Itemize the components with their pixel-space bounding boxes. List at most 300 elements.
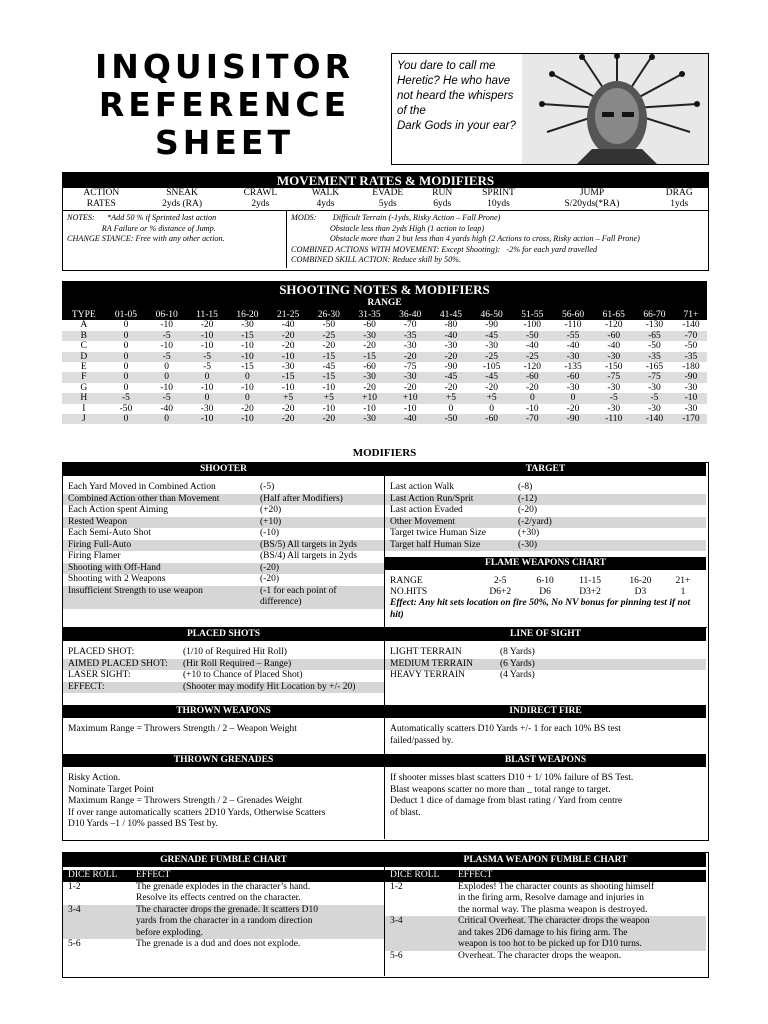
note-line: MODS: Difficult Terrain (-1yds, Risky Action – Fall Prone) bbox=[291, 213, 501, 222]
shooting-cell: -10 bbox=[526, 403, 539, 414]
shooting-cell: -90 bbox=[553, 414, 594, 424]
shooting-cell: -5 bbox=[146, 393, 187, 403]
shooter-value: (BS/4) All targets in 2yds bbox=[260, 551, 357, 561]
shooter-row bbox=[63, 551, 384, 563]
shooting-cell: -45 bbox=[431, 372, 472, 382]
shooter-value: (+10) bbox=[260, 516, 282, 527]
blast-line: If shooter misses blast scatters D10 + 1/ 10% failure of BS Test. bbox=[390, 773, 634, 783]
los-label: LIGHT TERRAIN bbox=[390, 647, 462, 657]
movement-header-cell: CRAWL bbox=[243, 188, 278, 198]
grenade-fumble-table bbox=[63, 870, 384, 951]
shooting-cell: -50 bbox=[684, 341, 698, 352]
shooting-cell: -30 bbox=[593, 352, 634, 362]
shooting-cell: 0 bbox=[106, 414, 147, 424]
plasma-fumble-title: PLASMA WEAPON FUMBLE CHART bbox=[385, 853, 706, 867]
shooting-cell: -40 bbox=[160, 403, 173, 414]
shooting-cell: -15 bbox=[349, 352, 390, 362]
grenades-line: D10 Yards –1 / 10% passed BS Test by. bbox=[68, 819, 219, 829]
flame-range-cell: 2-5 bbox=[493, 576, 507, 586]
shooting-cell: -20 bbox=[485, 382, 498, 393]
flame-chart bbox=[385, 576, 706, 621]
shooter-value: (-20) bbox=[260, 562, 279, 573]
blast-title: BLAST WEAPONS bbox=[385, 754, 706, 767]
shooting-header-cell: 26-30 bbox=[317, 310, 340, 320]
shooting-cell: -105 bbox=[482, 362, 501, 373]
shooting-cell: 0 bbox=[146, 372, 187, 382]
shooting-cell: 0 bbox=[123, 382, 129, 393]
range-label: RANGE bbox=[62, 297, 707, 310]
shooting-cell: -10 bbox=[322, 382, 336, 393]
shooting-header-cell: 16-20 bbox=[236, 310, 259, 320]
shooting-header-cell: 06-10 bbox=[155, 310, 178, 320]
movement-header-cell: RUN bbox=[432, 188, 453, 198]
shooting-cell: +10 bbox=[349, 393, 390, 403]
plasma-fumble-roll: 5-6 bbox=[390, 950, 403, 961]
movement-header-cell: DRAG bbox=[665, 188, 693, 198]
shooting-cell: -30 bbox=[566, 382, 580, 393]
shooting-cell: 0 bbox=[123, 341, 129, 352]
shooting-header-cell: 61-65 bbox=[602, 310, 625, 320]
flame-hits-cell: NO.HITS bbox=[390, 587, 428, 597]
flame-hits-cell: D6+2 bbox=[489, 587, 512, 597]
shooting-cell: -90 bbox=[675, 372, 707, 382]
shooter-row bbox=[63, 482, 384, 494]
shooting-cell: -5 bbox=[146, 331, 187, 341]
target-label: Last action Evaded bbox=[390, 505, 463, 515]
shooter-value: (BS/5) All targets in 2yds bbox=[260, 539, 357, 550]
plasma-fumble-header bbox=[385, 870, 706, 882]
flame-hits-cell: 1 bbox=[680, 587, 686, 597]
movement-rate-cell: 5yds bbox=[378, 199, 397, 209]
shooting-cell: -20 bbox=[281, 341, 295, 352]
shooting-cell: -35 bbox=[634, 352, 675, 362]
shooting-cell: -30 bbox=[684, 382, 698, 393]
inquisitor-portrait-image bbox=[522, 54, 708, 164]
shooting-header-cell: 21-25 bbox=[277, 310, 300, 320]
placed-label: LASER SIGHT: bbox=[68, 670, 131, 680]
flame-hits-cell: D6 bbox=[539, 587, 551, 597]
movement-rate-cell: 6yds bbox=[433, 199, 452, 209]
shooter-value: (-5) bbox=[260, 482, 275, 492]
shooting-header-cell: TYPE bbox=[71, 310, 96, 320]
shooting-row bbox=[62, 393, 707, 403]
movement-header-row bbox=[63, 188, 708, 199]
grenade-fumble-row bbox=[63, 939, 384, 951]
shooting-cell: E bbox=[80, 362, 87, 373]
note-line: Obstacle more than 2 but less than 4 yards high (2 Actions to cross, Risky action – Fall Prone) bbox=[291, 234, 640, 243]
shooting-cell: +5 bbox=[268, 393, 309, 403]
notes-right bbox=[287, 211, 708, 268]
plasma-fumble-effect-line: Critical Overheat. The character drops the weapon bbox=[458, 916, 650, 926]
shooting-cell: -60 bbox=[363, 362, 376, 373]
shooter-row bbox=[63, 505, 384, 517]
shooter-value: (+20) bbox=[260, 505, 282, 515]
flame-range-cell: 11-15 bbox=[579, 576, 601, 586]
indirect-line: Automatically scatters D10 Yards +/- 1 for each 10% BS test bbox=[390, 724, 621, 734]
title-line-3: SHEET bbox=[155, 123, 294, 162]
shooter-label: Insufficient Strength to use weapon bbox=[68, 585, 203, 596]
los-label: MEDIUM TERRAIN bbox=[390, 658, 473, 669]
shooting-cell: -140 bbox=[634, 414, 675, 424]
blast-line: of blast. bbox=[390, 807, 421, 818]
blast-line: Deduct 1 dice of damage from blast rating / Yard from centre bbox=[390, 796, 623, 806]
grenade-fumble-col-roll: DICE ROLL bbox=[68, 870, 118, 880]
grenades-text bbox=[63, 771, 384, 833]
shooter-label: Shooting with 2 Weapons bbox=[68, 574, 166, 584]
shooter-label: Each Semi-Auto Shot bbox=[68, 528, 151, 538]
shooter-row bbox=[63, 517, 384, 529]
grenade-fumble-roll: 5-6 bbox=[68, 939, 81, 949]
grenade-fumble-effect-line: The character drops the grenade. It scatters D10 bbox=[136, 904, 318, 915]
shooting-cell: -25 bbox=[512, 352, 553, 362]
shooting-cell: -30 bbox=[607, 403, 621, 414]
placed-label: AIMED PLACED SHOT: bbox=[68, 658, 168, 669]
shooting-cell: -80 bbox=[444, 320, 458, 331]
shooting-cell: -40 bbox=[390, 414, 431, 424]
shooting-cell: -40 bbox=[566, 341, 580, 352]
grenade-fumble-effect bbox=[136, 939, 300, 951]
shooting-cell: D bbox=[62, 352, 106, 362]
shooting-cell: 0 bbox=[146, 414, 187, 424]
movement-header-cell: SNEAK bbox=[166, 188, 198, 198]
shooting-cell: -5 bbox=[203, 362, 211, 373]
shooting-cell: -55 bbox=[553, 331, 594, 341]
notes-left bbox=[63, 211, 287, 268]
shooting-cell: +5 bbox=[471, 393, 512, 403]
target-label: Target half Human Size bbox=[390, 539, 481, 550]
shooting-cell: -170 bbox=[675, 414, 707, 424]
shooter-label: Each Action spent Aiming bbox=[68, 505, 169, 515]
shooting-cell: -30 bbox=[444, 341, 458, 352]
shooting-cell: 0 bbox=[106, 372, 147, 382]
shooter-label: Combined Action other than Movement bbox=[68, 493, 220, 504]
placed-label: EFFECT: bbox=[68, 681, 105, 692]
indirect-title: INDIRECT FIRE bbox=[385, 705, 706, 718]
los-list bbox=[385, 647, 706, 682]
shooting-cell: -30 bbox=[607, 382, 621, 393]
shooter-row bbox=[63, 586, 384, 598]
flame-effect-label: Effect: bbox=[390, 598, 417, 608]
flame-hits-row bbox=[390, 587, 700, 598]
shooting-cell: -10 bbox=[187, 331, 227, 341]
shooting-cell: -35 bbox=[390, 331, 431, 341]
grenades-line: Maximum Range = Throwers Strength / 2 – Grenades Weight bbox=[68, 796, 303, 806]
plasma-fumble-effect-line: Explodes! The character counts as shooting himself bbox=[458, 881, 655, 892]
shooting-cell: -40 bbox=[431, 331, 472, 341]
shooting-header-cell: 66-70 bbox=[643, 310, 666, 320]
shooter-label: Shooting with Off-Hand bbox=[68, 562, 161, 573]
shooting-cell: -5 bbox=[146, 352, 187, 362]
movement-rate-cell: 2yds (RA) bbox=[162, 199, 202, 209]
shooting-cell: -20 bbox=[431, 352, 472, 362]
note-line: RA Failure or % distance of Jump. bbox=[67, 223, 216, 233]
grenade-fumble-effect-line: The grenade explodes in the character’s hand. bbox=[136, 881, 311, 892]
shooting-cell: -30 bbox=[553, 352, 594, 362]
shooting-cell: -50 bbox=[431, 414, 472, 424]
shooting-cell: -20 bbox=[200, 320, 214, 331]
shooting-header-cell: 01-05 bbox=[114, 310, 138, 320]
shooting-cell: -5 bbox=[106, 393, 147, 403]
shooting-row bbox=[62, 414, 707, 424]
shooter-value-cont: difference) bbox=[63, 597, 384, 609]
shooting-header-cell: 71+ bbox=[683, 310, 699, 320]
shooting-cell: -60 bbox=[593, 331, 634, 341]
movement-header-cell: EVADE bbox=[372, 188, 404, 198]
placed-label: PLACED SHOT: bbox=[68, 647, 135, 657]
shooting-cell: -75 bbox=[403, 362, 417, 373]
shooting-cell: 0 bbox=[123, 362, 129, 373]
shooting-cell: -150 bbox=[605, 362, 623, 373]
movement-rate-cell: 4yds bbox=[316, 199, 335, 209]
shooting-cell: -15 bbox=[227, 331, 268, 341]
plasma-fumble-effect bbox=[458, 882, 654, 917]
shooter-value: (-10) bbox=[260, 528, 279, 538]
shooting-cell: -5 bbox=[187, 352, 227, 362]
movement-rate-cell: 1yds bbox=[670, 199, 689, 209]
shooting-cell: -60 bbox=[512, 372, 553, 382]
target-label: Last action Walk bbox=[390, 482, 454, 492]
movement-notes bbox=[63, 210, 708, 268]
grenade-fumble-row bbox=[63, 882, 384, 905]
grenade-fumble-effect-line: The grenade is a dud and does not explode. bbox=[136, 939, 301, 949]
flame-range-cell: 16-20 bbox=[629, 576, 652, 586]
target-value: (-8) bbox=[518, 482, 533, 492]
shooting-cell: 0 bbox=[106, 352, 147, 362]
shooting-cell: -15 bbox=[241, 362, 254, 373]
target-label: Other Movement bbox=[390, 516, 456, 527]
movement-title: MOVEMENT RATES & MODIFIERS bbox=[63, 173, 708, 188]
title-line-1: INQUISITOR bbox=[94, 47, 355, 86]
shooting-cell: -100 bbox=[523, 320, 542, 331]
quote-line: Dark Gods in your ear? bbox=[397, 120, 516, 132]
grenade-fumble-effect bbox=[136, 905, 318, 940]
plasma-fumble-effect-line: the normal way. The plasma weapon is destroyed. bbox=[458, 904, 648, 915]
shooting-cell: -40 bbox=[526, 341, 539, 352]
shooting-cell: -30 bbox=[390, 372, 431, 382]
shooting-cell: 0 bbox=[512, 393, 553, 403]
shooting-cell: -10 bbox=[160, 320, 173, 331]
flame-effect bbox=[385, 598, 706, 621]
grenades-line: Nominate Target Point bbox=[68, 784, 155, 795]
title-line-2: REFERENCE bbox=[98, 85, 351, 124]
shooter-row bbox=[63, 563, 384, 575]
plasma-fumble-row bbox=[385, 916, 706, 951]
shooting-table bbox=[62, 310, 707, 424]
note-line: Obstacle less than 2yds High (1 action to leap) bbox=[291, 223, 485, 233]
shooting-row bbox=[62, 320, 707, 330]
movement-rate-cell: RATES bbox=[86, 199, 116, 209]
grenade-fumble-effect-line: Resolve its effects centred on the character. bbox=[136, 893, 301, 903]
plasma-fumble-effect-line: Overheat. The character drops the weapon. bbox=[458, 950, 622, 961]
thrown-weapons-text: Maximum Range = Throwers Strength / 2 – Weapon Weight bbox=[68, 724, 297, 734]
shooting-cell: -10 bbox=[187, 414, 227, 424]
shooting-cell: -140 bbox=[682, 320, 700, 331]
shooter-value: (Half after Modifiers) bbox=[260, 493, 343, 504]
shooting-cell: -5 bbox=[634, 393, 675, 403]
shooting-cell: -25 bbox=[471, 352, 512, 362]
grenade-fumble-row bbox=[63, 905, 384, 940]
shooting-cell: 0 bbox=[553, 393, 594, 403]
shooting-cell: +10 bbox=[390, 393, 431, 403]
shooting-cell: 0 bbox=[227, 372, 268, 382]
note-line: NOTES: *Add 50 % if Sprinted last action bbox=[67, 213, 217, 222]
shooting-cell: -90 bbox=[485, 320, 498, 331]
flame-range-cell: RANGE bbox=[390, 576, 423, 586]
note-line: COMBINED SKILL ACTION: Reduce skill by 50%. bbox=[291, 255, 462, 264]
shooting-section bbox=[62, 281, 707, 439]
grenades-line: If over range automatically scatters 2D10 Yards, Otherwise Scatters bbox=[68, 807, 326, 818]
shooting-cell: -10 bbox=[268, 352, 309, 362]
modifiers-heading: MODIFIERS bbox=[352, 447, 417, 459]
shooting-header-cell: 41-45 bbox=[439, 310, 463, 320]
quote-line: not heard the whispers bbox=[397, 90, 514, 102]
grenade-fumble-header bbox=[63, 870, 384, 882]
target-value: (+30) bbox=[518, 528, 540, 538]
los-row bbox=[385, 659, 706, 671]
target-value: (-30) bbox=[518, 539, 537, 550]
movement-header-cell: JUMP bbox=[579, 188, 605, 198]
plasma-fumble-table bbox=[385, 870, 706, 962]
shooter-label: Firing Flamer bbox=[68, 551, 121, 561]
shooting-cell: -50 bbox=[322, 320, 336, 331]
shooting-header-cell: 11-15 bbox=[196, 310, 218, 320]
movement-table bbox=[63, 188, 708, 210]
shooting-cell: -110 bbox=[593, 414, 634, 424]
shooting-cell: -10 bbox=[363, 403, 376, 414]
shooting-cell: -30 bbox=[403, 341, 417, 352]
shooting-row bbox=[62, 352, 707, 362]
movement-rate-cell: 2yds bbox=[251, 199, 270, 209]
shooting-cell: -60 bbox=[471, 414, 512, 424]
shooting-header-cell: 51-55 bbox=[521, 310, 544, 320]
movement-rate-cell: S/20yds(*RA) bbox=[564, 199, 620, 209]
movement-rates-row bbox=[63, 199, 708, 210]
grenade-fumble-effect bbox=[136, 882, 310, 905]
flame-hits-cell: D3+2 bbox=[579, 587, 601, 597]
shooter-row bbox=[63, 574, 384, 586]
shooting-cell: -20 bbox=[526, 382, 539, 393]
shooting-cell: -30 bbox=[349, 331, 390, 341]
target-row bbox=[385, 482, 706, 494]
shooting-cell: -20 bbox=[268, 331, 309, 341]
placed-title: PLACED SHOTS bbox=[63, 628, 384, 641]
shooting-cell: -50 bbox=[512, 331, 553, 341]
movement-header-cell: WALK bbox=[311, 188, 340, 198]
los-label: HEAVY TERRAIN bbox=[390, 670, 466, 680]
shooting-cell: -45 bbox=[322, 362, 336, 373]
shooting-cell: -10 bbox=[675, 393, 707, 403]
quote-text bbox=[397, 59, 547, 134]
placed-row bbox=[63, 647, 384, 659]
target-row bbox=[385, 540, 706, 552]
movement-section bbox=[62, 172, 709, 271]
shooting-cell: -10 bbox=[227, 352, 268, 362]
shooting-cell: -50 bbox=[648, 341, 661, 352]
target-value: (-12) bbox=[518, 493, 537, 504]
shooting-cell: -25 bbox=[308, 331, 349, 341]
plasma-fumble-effect bbox=[458, 951, 621, 963]
target-row bbox=[385, 528, 706, 540]
shooting-cell: -20 bbox=[322, 341, 336, 352]
placed-row bbox=[63, 682, 384, 694]
shooter-row bbox=[63, 540, 384, 552]
movement-rate-cell: 10yds bbox=[487, 199, 510, 209]
blast-line: Blast weapons scatter no more than _ total range to target. bbox=[390, 784, 611, 795]
shooting-cell: -20 bbox=[363, 382, 376, 393]
page-title bbox=[62, 48, 387, 162]
thrown-weapons-title: THROWN WEAPONS bbox=[63, 705, 384, 718]
shooter-title: SHOOTER bbox=[63, 463, 384, 476]
shooting-cell: -20 bbox=[390, 352, 431, 362]
shooting-cell: -20 bbox=[363, 341, 376, 352]
shooting-cell: 0 bbox=[164, 362, 170, 373]
shooting-row bbox=[62, 383, 707, 393]
shooting-cell: -10 bbox=[281, 382, 295, 393]
plasma-fumble-row bbox=[385, 882, 706, 917]
shooting-cell: B bbox=[62, 331, 106, 341]
shooting-row bbox=[62, 341, 707, 351]
flame-range-cell: 21+ bbox=[675, 576, 691, 586]
shooting-cell: -10 bbox=[160, 382, 173, 393]
los-value: (8 Yards) bbox=[500, 647, 535, 657]
shooting-cell: H bbox=[62, 393, 106, 403]
shooting-row bbox=[62, 372, 707, 382]
shooting-row bbox=[62, 362, 707, 372]
shooting-cell: -45 bbox=[471, 331, 512, 341]
shooting-cell: -20 bbox=[444, 382, 458, 393]
shooting-cell: -30 bbox=[648, 403, 661, 414]
los-row bbox=[385, 647, 706, 659]
placed-row bbox=[63, 659, 384, 671]
shooting-cell: 0 bbox=[123, 320, 129, 331]
shooter-value: (-20) bbox=[260, 574, 279, 584]
shooting-cell: -40 bbox=[281, 320, 295, 331]
shooting-cell: -120 bbox=[523, 362, 542, 373]
los-row bbox=[385, 670, 706, 682]
target-label: Target twice Human Size bbox=[390, 528, 486, 538]
shooting-cell: -30 bbox=[349, 414, 390, 424]
flame-range-row bbox=[390, 576, 700, 587]
los-title: LINE OF SIGHT bbox=[385, 628, 706, 641]
shooting-cell: -20 bbox=[566, 403, 580, 414]
grenade-fumble-effect-line: yards from the character in a random direction bbox=[136, 916, 313, 926]
plasma-fumble-effect-line: weapon is too hot to be picked up for D10 turns. bbox=[458, 939, 642, 949]
target-value: (-20) bbox=[518, 505, 537, 515]
shooting-cell: +5 bbox=[308, 393, 349, 403]
shooting-cell: 0 bbox=[489, 403, 494, 414]
shooting-cell: -30 bbox=[200, 403, 214, 414]
placed-value: (Shooter may modify Hit Location by +/- 20) bbox=[183, 681, 356, 692]
grenade-fumble-roll: 1-2 bbox=[68, 881, 81, 892]
shooting-cell: 0 bbox=[227, 393, 268, 403]
shooting-header-cell: 56-60 bbox=[561, 310, 585, 320]
shooting-cell: F bbox=[62, 372, 106, 382]
movement-header-cell: SPRINT bbox=[482, 188, 515, 198]
plasma-fumble-effect-line: and takes 2D6 damage to his firing arm. The bbox=[458, 927, 628, 938]
shooting-cell: 0 bbox=[187, 393, 227, 403]
shooting-cell: -40 bbox=[607, 341, 621, 352]
shooter-label: Firing Full-Auto bbox=[68, 539, 132, 550]
blast-text bbox=[385, 771, 706, 821]
shooting-cell: -75 bbox=[593, 372, 634, 382]
shooting-cell: -10 bbox=[160, 341, 173, 352]
shooting-cell: -70 bbox=[675, 331, 707, 341]
shooting-cell: -135 bbox=[564, 362, 582, 373]
shooter-value: (-1 for each point of bbox=[260, 585, 337, 596]
target-row bbox=[385, 517, 706, 529]
shooting-cell: -70 bbox=[512, 414, 553, 424]
note-line: COMBINED ACTIONS WITH MOVEMENT: Except Shooting): -2% for each yard travelled bbox=[291, 244, 598, 254]
